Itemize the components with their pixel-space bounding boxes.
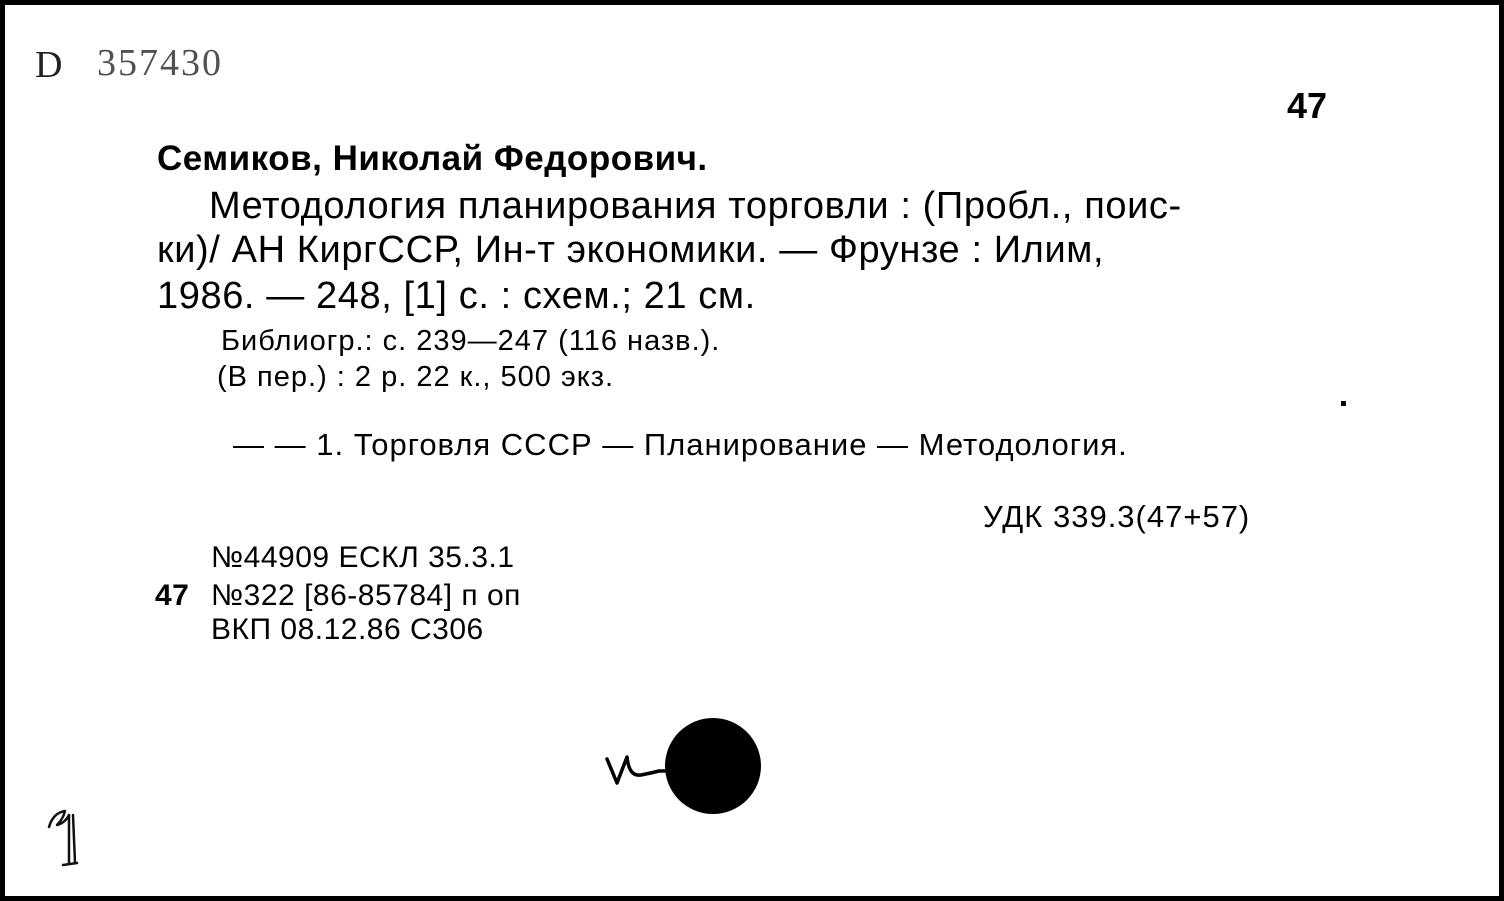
bibliography-note: Библиогр.: с. 239—247 (116 назв.). xyxy=(221,325,721,357)
udc-code: УДК 339.3(47+57) xyxy=(983,499,1251,534)
registration-line-2-prefix: 47 xyxy=(155,579,190,612)
stray-mark xyxy=(1341,401,1346,406)
handwritten-page-mark-icon xyxy=(43,805,89,869)
stamp-letter: D xyxy=(35,44,63,86)
handwritten-mark-icon xyxy=(603,743,673,789)
corner-number: 47 xyxy=(1287,85,1328,126)
price-note: (В пер.) : 2 р. 22 к., 500 экз. xyxy=(217,361,615,393)
registration-line-3: ВКП 08.12.86 С306 xyxy=(211,613,484,646)
subject-headings: — — 1. Торговля СССР — Планирование — Методология. xyxy=(233,427,1128,462)
title-line-2: ки)/ АН КиргССР, Ин-т экономики. — Фрунзе : Илим, xyxy=(157,229,1105,271)
title-line-3: 1986. — 248, [1] с. : схем.; 21 см. xyxy=(157,275,756,317)
author-heading: Семиков, Николай Федорович. xyxy=(157,139,708,178)
title-line-1: Методология планирования торговли : (Пробл., поис- xyxy=(209,185,1182,227)
registration-line-1: №44909 ЕСКЛ 35.3.1 xyxy=(211,541,515,574)
punched-hole-dot xyxy=(665,718,761,814)
registration-line-2: №322 [86-85784] п оп xyxy=(211,579,521,612)
stamp-number: 357430 xyxy=(97,42,223,84)
